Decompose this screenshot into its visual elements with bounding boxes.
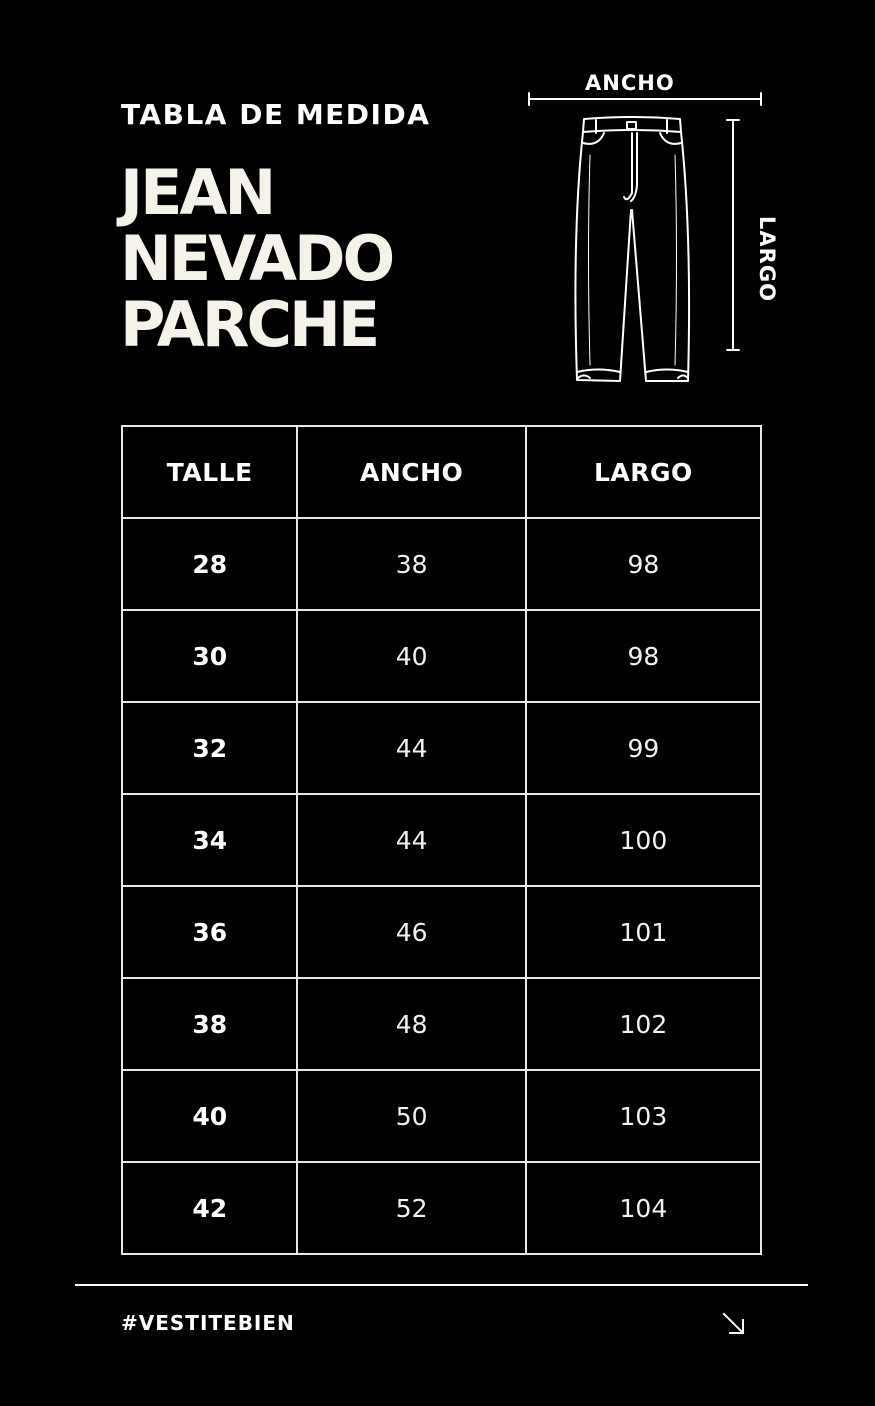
table-row xyxy=(122,978,761,1070)
table-row xyxy=(122,794,761,886)
size-cell: 38 xyxy=(122,978,297,1070)
length-dimension-label: LARGO xyxy=(755,216,779,302)
size-cell: 42 xyxy=(122,1162,297,1254)
length-cell: 102 xyxy=(526,978,761,1070)
length-cell: 99 xyxy=(526,702,761,794)
table-row xyxy=(122,610,761,702)
size-cell: 36 xyxy=(122,886,297,978)
width-cell: 48 xyxy=(297,978,525,1070)
arrow-down-right-icon xyxy=(722,1312,746,1336)
length-cell: 100 xyxy=(526,794,761,886)
width-cell: 50 xyxy=(297,1070,525,1162)
hashtag-label: #VESTITEBIEN xyxy=(121,1311,295,1335)
column-header-largo: LARGO xyxy=(526,426,761,518)
size-cell: 32 xyxy=(122,702,297,794)
table-row xyxy=(122,702,761,794)
title-line-1: JEAN xyxy=(120,156,274,229)
length-cell: 98 xyxy=(526,610,761,702)
table-row xyxy=(122,886,761,978)
title-line-2: NEVADO xyxy=(120,222,393,295)
width-cell: 52 xyxy=(297,1162,525,1254)
table-row xyxy=(122,1070,761,1162)
width-cell: 40 xyxy=(297,610,525,702)
length-cell: 104 xyxy=(526,1162,761,1254)
size-cell: 30 xyxy=(122,610,297,702)
column-header-talle: TALLE xyxy=(122,426,297,518)
size-cell: 28 xyxy=(122,518,297,610)
table-header-row xyxy=(122,426,761,518)
title-line-3: PARCHE xyxy=(120,288,378,361)
size-chart-table xyxy=(121,425,762,1255)
length-cell: 98 xyxy=(526,518,761,610)
length-cell: 101 xyxy=(526,886,761,978)
footer-divider xyxy=(75,1284,808,1286)
width-cell: 44 xyxy=(297,702,525,794)
subtitle: TABLA DE MEDIDA xyxy=(121,98,431,131)
length-cell: 103 xyxy=(526,1070,761,1162)
size-cell: 40 xyxy=(122,1070,297,1162)
width-dimension-label: ANCHO xyxy=(585,71,675,95)
width-cell: 46 xyxy=(297,886,525,978)
size-cell: 34 xyxy=(122,794,297,886)
table-row xyxy=(122,518,761,610)
column-header-ancho: ANCHO xyxy=(297,426,525,518)
jeans-outline-icon xyxy=(520,85,780,415)
width-cell: 38 xyxy=(297,518,525,610)
page-title xyxy=(120,156,393,361)
width-cell: 44 xyxy=(297,794,525,886)
table-row xyxy=(122,1162,761,1254)
